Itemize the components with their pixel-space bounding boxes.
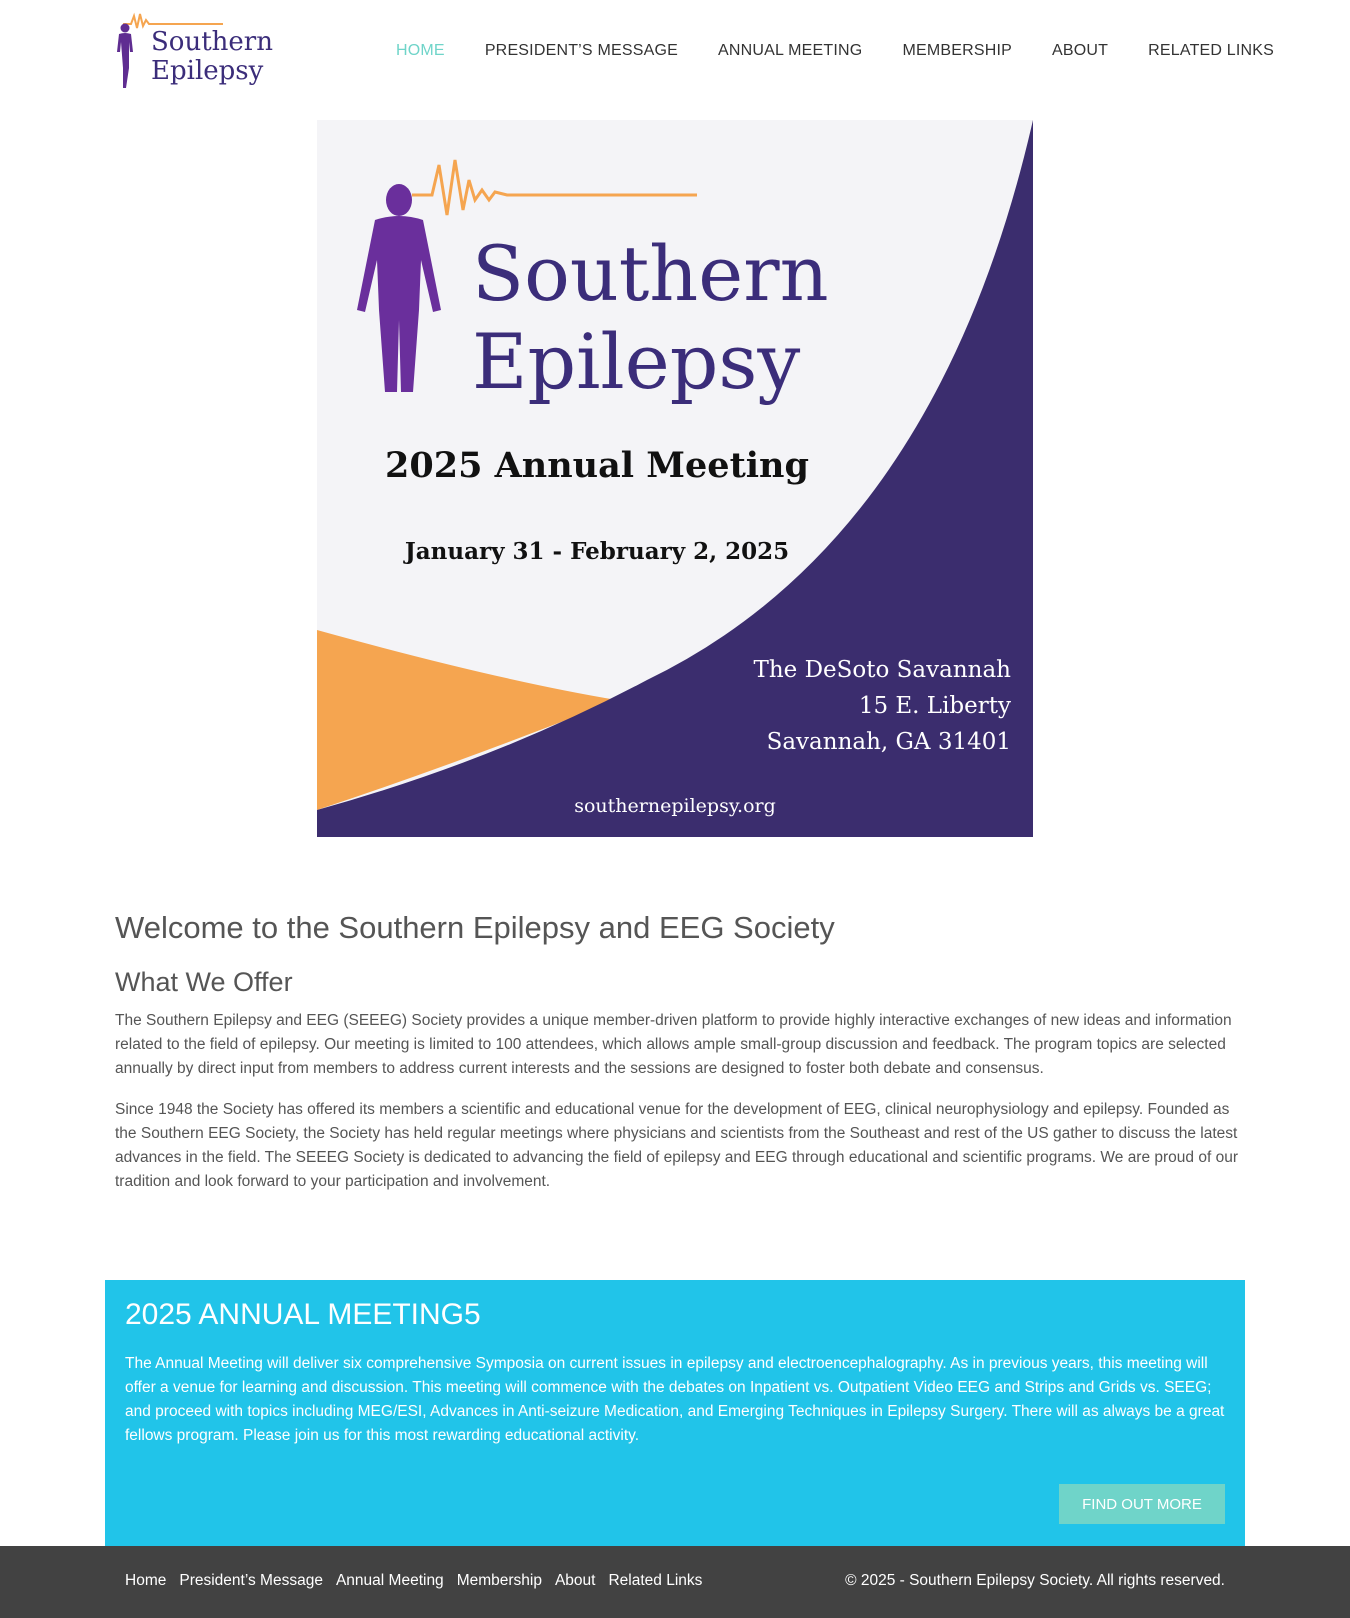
find-out-more-button[interactable]: FIND OUT MORE — [1059, 1484, 1225, 1524]
site-header — [0, 0, 1350, 110]
annual-meeting-body: The Annual Meeting will deliver six comprehensive Symposia on current issues in epilepsy and electroencephalography. As in previous years, this meeting will offer a venue for learning and discussion. This meeting will commence with the debates on Inpatient vs. Outpatient Video EEG and Strips and Grids vs. SEEG; and proceed with topics including MEG/ESI, Advances in Anti-seizure Medication, and Emerging Techniques in Epilepsy Surgery. There will as always be a great fellows program. Please join us for this most rewarding educational activity. — [125, 1355, 1225, 1444]
nav-related-links[interactable]: RELATED LINKS — [1148, 42, 1275, 59]
nav-about[interactable]: ABOUT — [1052, 42, 1109, 59]
venue-line2: 15 E. Liberty — [858, 693, 1011, 719]
hero-brand-line2: Epilepsy — [472, 317, 801, 406]
nav-annual-meeting[interactable]: ANNUAL MEETING — [718, 42, 863, 59]
hero-url: southernepilepsy.org — [574, 795, 776, 817]
offer-paragraph-1: The Southern Epilepsy and EEG (SEEEG) Society provides a unique member-driven platform to provide highly interactive exchanges of new ideas and information related to the field of epilepsy. Our meeting is limited to 100 attendees, which allows ample small-group discussion and feedback. The program topics are selected annually by direct input from members to address current interests and the sessions are designed to foster both debate and consensus. — [115, 1012, 1232, 1077]
footer-link-membership[interactable]: Membership — [456, 1572, 542, 1589]
venue-line1: The DeSoto Savannah — [753, 657, 1011, 683]
annual-meeting-title: 2025 ANNUAL MEETING5 — [125, 1298, 481, 1331]
section-heading-offer: What We Offer — [115, 967, 293, 997]
ecg-wave-icon — [412, 160, 697, 215]
hero-meeting-title: 2025 Annual Meeting — [385, 445, 809, 486]
hero-brand — [472, 230, 829, 406]
hero-banner — [317, 120, 1033, 837]
footer-nav — [125, 1572, 715, 1590]
footer-link-home[interactable]: Home — [125, 1572, 167, 1589]
hero-venue — [754, 652, 1011, 760]
site-logo[interactable] — [113, 12, 273, 94]
logo-line1: Southern — [151, 27, 273, 57]
venue-line3: Savannah, GA 31401 — [766, 729, 1011, 755]
offer-paragraph-2: Since 1948 the Society has offered its members a scientific and educational venue for the development of EEG, clinical neurophysiology and epilepsy. Founded as the Southern EEG Society, the Society has held regular meetings where physicians and scientists from the Southeast and rest of the US gather to discuss the latest advances in the field. The SEEEG Society is dedicated to advancing the field of epilepsy and EEG through educational and scientific programs. We are proud of our tradition and look forward to your participation and involvement. — [115, 1101, 1238, 1190]
nav-membership[interactable]: MEMBERSHIP — [902, 42, 1013, 59]
nav-presidents-message[interactable]: PRESIDENT’S MESSAGE — [484, 42, 678, 59]
footer-link-related-links[interactable]: Related Links — [608, 1572, 703, 1589]
footer-link-presidents-message[interactable]: President’s Message — [179, 1572, 323, 1589]
nav-home[interactable]: HOME — [396, 42, 445, 59]
main-nav — [396, 42, 1314, 70]
human-figure-icon — [357, 184, 441, 392]
hero-brand-line1: Southern — [472, 229, 829, 318]
hero-dates: January 31 - February 2, 2025 — [404, 538, 790, 565]
site-footer — [0, 1546, 1350, 1618]
logo-wordmark — [151, 28, 273, 86]
footer-link-about[interactable]: About — [554, 1572, 596, 1589]
annual-meeting-section — [105, 1280, 1245, 1546]
copyright-text: © 2025 - Southern Epilepsy Society. All rights reserved. — [845, 1572, 1225, 1589]
logo-line2: Epilepsy — [151, 56, 264, 86]
page-title: Welcome to the Southern Epilepsy and EEG Society — [115, 910, 835, 945]
footer-link-annual-meeting[interactable]: Annual Meeting — [335, 1572, 444, 1589]
